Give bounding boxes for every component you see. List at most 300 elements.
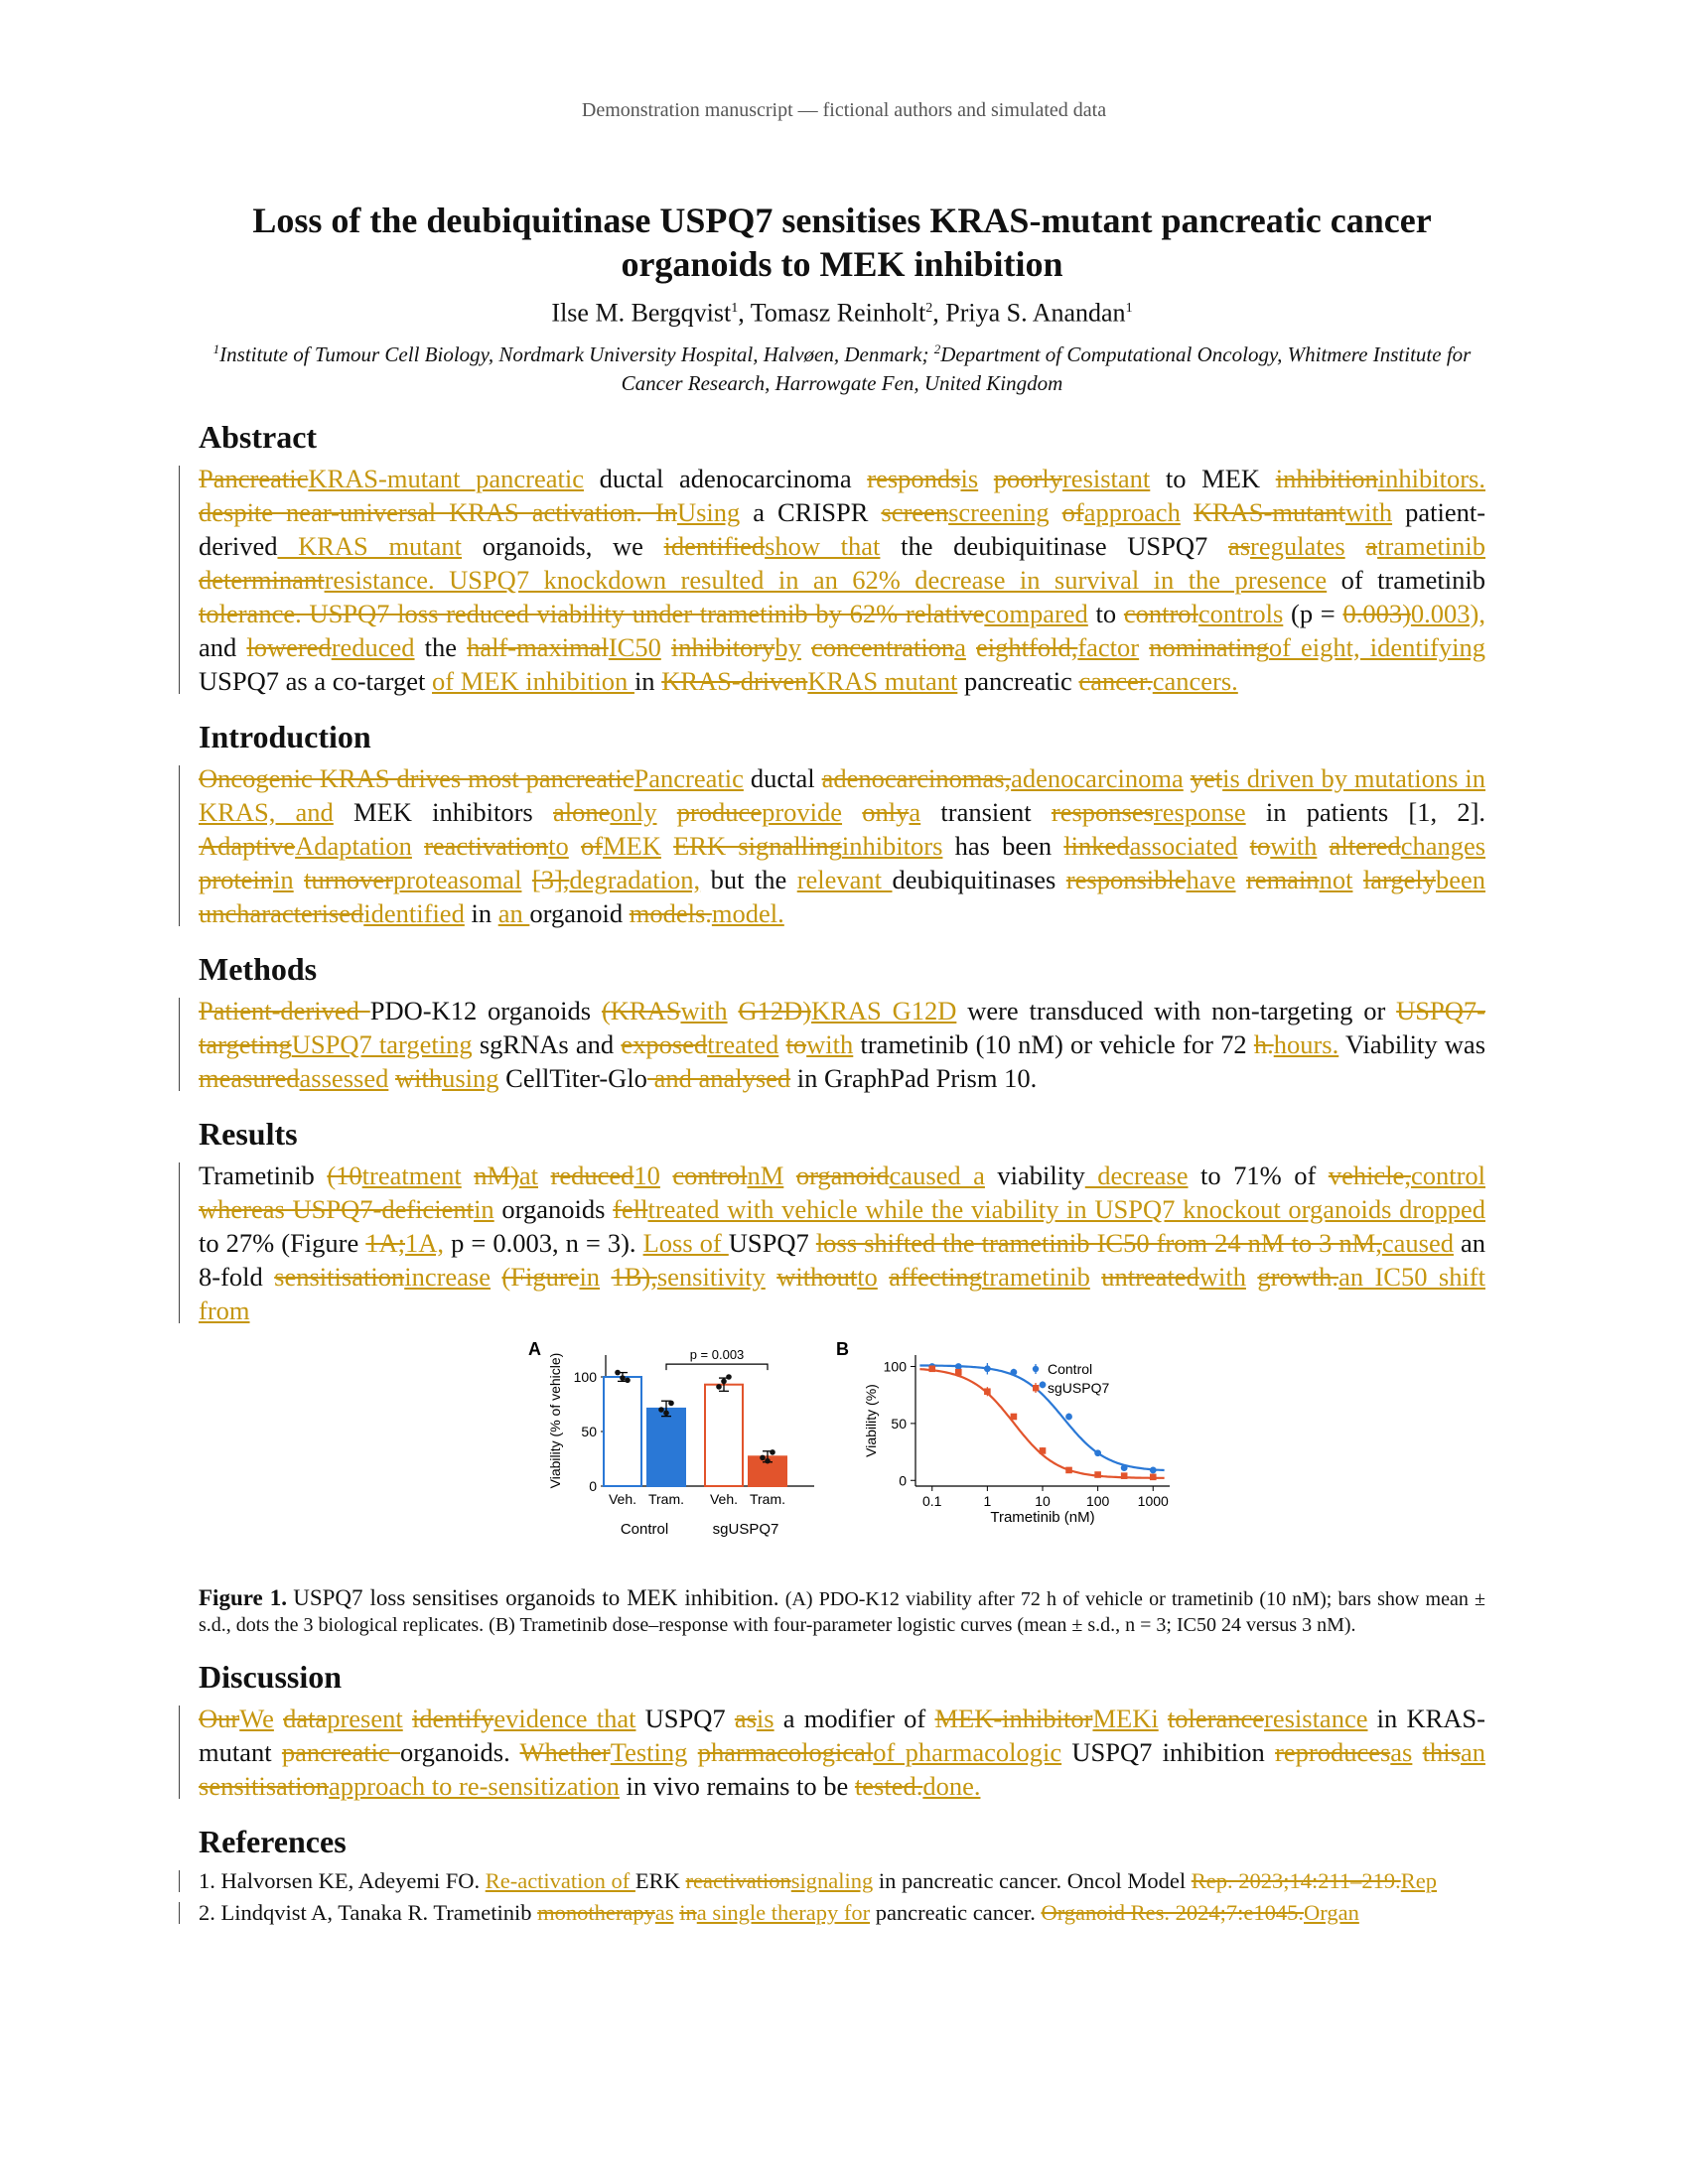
deleted-text: concentration: [810, 631, 955, 662]
figure-caption: [199, 1585, 1485, 1638]
deleted-text: exposed: [621, 1028, 708, 1059]
text-run: [1184, 763, 1191, 793]
text-run: pancreatic: [957, 665, 1079, 696]
inserted-text: Testing: [610, 1736, 688, 1767]
manuscript: [199, 199, 1485, 1930]
text-run: [778, 1029, 785, 1059]
inserted-text: as: [654, 1899, 674, 1925]
panel-b-data-point: [1121, 1472, 1128, 1479]
deleted-text: ERK signalling: [673, 830, 842, 861]
inserted-text: approach to re-sensitization: [329, 1770, 620, 1801]
panel-a-group-label: sgUSPQ7: [712, 1520, 779, 1538]
inserted-text: inhibitors: [841, 830, 943, 861]
inserted-text: 0.003),: [1410, 598, 1485, 628]
inserted-text: control: [1410, 1160, 1486, 1190]
inserted-text: Using: [676, 496, 741, 527]
inserted-text: resistant: [1061, 463, 1151, 493]
panel-b-data-point: [1094, 1449, 1101, 1456]
text-run: [462, 1160, 475, 1190]
panel-b-x-tick-label: 10: [1035, 1492, 1051, 1509]
page-title: Loss of the deubiquitinase USPQ7 sensitises KRAS-mutant pancreatic cancer organoids to MEK inhibition: [252, 201, 1432, 284]
panel-a-replicate-dot: [770, 1449, 775, 1455]
results-paragraph: [199, 1159, 1485, 1327]
deleted-text: Oncogenic KRAS drives most pancreatic: [199, 762, 634, 793]
deleted-text: uncharacterised: [199, 897, 364, 928]
inserted-text: proteasomal: [392, 864, 522, 894]
inserted-text: an IC50 shift from: [199, 1261, 1485, 1325]
inserted-text: by: [774, 631, 801, 662]
panel-b-y-tick-label: 0: [899, 1471, 907, 1488]
inserted-text: provide: [762, 796, 843, 827]
author-affiliation-mark: 2: [925, 301, 933, 316]
deleted-text: sensitisation: [199, 1770, 330, 1801]
inserted-text: Adaptation: [295, 830, 412, 861]
panel-b-data-point: [1094, 1471, 1101, 1478]
deleted-text: measured: [199, 1062, 300, 1093]
text-run: to: [1087, 598, 1124, 628]
panel-a-replicate-dot: [615, 1369, 621, 1375]
deleted-text: responsible: [1065, 864, 1187, 894]
text-run: in: [633, 665, 662, 696]
section-heading-references: References: [199, 1823, 347, 1859]
deleted-text: reduced: [550, 1160, 634, 1190]
panel-b-data-point: [928, 1365, 935, 1372]
text-run: [521, 865, 531, 894]
deleted-text: nominating: [1149, 631, 1269, 662]
panel-b-data-point: [1150, 1466, 1157, 1473]
deleted-text: (Figure: [501, 1261, 580, 1292]
inserted-text: trametinib: [1377, 530, 1486, 561]
text-run: an 8-fold: [199, 1227, 1486, 1292]
inserted-text: approach: [1083, 496, 1181, 527]
author-name: Tomasz Reinholt: [750, 298, 926, 328]
text-run: has been: [942, 830, 1064, 861]
introduction-paragraph: [199, 761, 1485, 930]
text-run: 2. Lindqvist A, Tanaka R. Trametinib: [199, 1899, 538, 1925]
deleted-text: linked: [1063, 830, 1130, 861]
inserted-text: treated with vehicle while the viability in USPQ7 knockout organoids dropped: [647, 1193, 1485, 1224]
inserted-text: an: [497, 897, 530, 928]
inserted-text: cancers.: [1152, 665, 1238, 696]
deleted-text: of: [1061, 496, 1084, 527]
inserted-text: 10: [633, 1160, 660, 1190]
text-run: but the: [700, 864, 797, 894]
deleted-text: control: [1123, 598, 1198, 628]
section-heading-introduction: Introduction: [199, 718, 371, 754]
panel-a-x-tick-label: Veh.: [709, 1490, 739, 1507]
deleted-text: protein: [199, 864, 274, 894]
inserted-text: MEKi: [1092, 1703, 1159, 1733]
deleted-text: a: [1365, 530, 1378, 561]
text-run: [966, 632, 976, 662]
deleted-text: (KRAS: [601, 995, 681, 1025]
inserted-text: have: [1186, 864, 1236, 894]
text-run: of trametinib: [1327, 564, 1485, 595]
deleted-text: without: [776, 1261, 858, 1292]
inserted-text: show that: [765, 530, 881, 561]
text-run: [600, 1262, 611, 1292]
text-run: [978, 464, 994, 493]
deleted-text: inhibitory: [670, 631, 775, 662]
inserted-text: in: [273, 864, 294, 894]
inserted-text: a single therapy for: [696, 1899, 871, 1925]
inserted-text: response: [1153, 796, 1246, 827]
inserted-text: Loss of: [642, 1227, 729, 1258]
deleted-text: responds: [867, 463, 961, 493]
inserted-text: resistance: [1264, 1703, 1368, 1733]
panel-a-bar: [647, 1409, 685, 1486]
panel-b-label: B: [836, 1338, 849, 1359]
text-run: CellTiter-Glo: [498, 1062, 647, 1093]
legend-label: sgUSPQ7: [1048, 1379, 1110, 1396]
deleted-text: as: [1227, 530, 1251, 561]
deleted-text: produce: [676, 796, 763, 827]
deleted-text: half-maximal: [467, 631, 609, 662]
inserted-text: Rep: [1400, 1867, 1438, 1893]
panel-b-data-point: [955, 1369, 962, 1376]
deleted-text: h.: [1253, 1028, 1274, 1059]
deleted-text: reactivation: [685, 1867, 791, 1893]
inserted-text: KRAS-mutant pancreatic: [308, 463, 584, 493]
deleted-text: this: [1422, 1736, 1461, 1767]
panel-b-data-point: [1121, 1464, 1128, 1471]
panel-b-data-point: [1150, 1473, 1157, 1480]
panel-a-x-tick-label: Tram.: [749, 1490, 786, 1507]
text-run: transient: [920, 796, 1052, 827]
deleted-text: only: [862, 796, 910, 827]
text-run: deubiquitinases: [892, 864, 1066, 894]
inserted-text: resistance. USPQ7 knockdown resulted in an 62% decrease in survival in the presence: [324, 564, 1328, 595]
deleted-text: Adaptive: [199, 830, 296, 861]
legend-marker: [1033, 1365, 1039, 1371]
caption-lead: USPQ7 loss sensitises organoids to MEK inhibition.: [293, 1584, 779, 1610]
inserted-text: a: [954, 631, 966, 662]
deleted-text: adenocarcinomas,: [821, 762, 1012, 793]
deleted-text: Organoid Res. 2024;7:e1045.: [1041, 1899, 1305, 1925]
deleted-text: untreated: [1101, 1261, 1199, 1292]
inserted-text: treated: [707, 1028, 779, 1059]
legend-label: Control: [1048, 1360, 1093, 1377]
panel-b-data-point: [1011, 1368, 1018, 1375]
author-list: Ilse M. Bergqvist$^1$, Tomasz Reinholt$^2$, Priya S. Anandan$^1$: [551, 298, 1133, 328]
inserted-text: Pancreatic: [633, 762, 744, 793]
inserted-text: as: [1390, 1736, 1413, 1767]
deleted-text: inhibition: [1275, 463, 1378, 493]
inserted-text: Re-activation of: [485, 1867, 635, 1893]
affiliation-number: 1: [212, 341, 220, 356]
text-run: trametinib (10 nM) or vehicle for 72: [853, 1028, 1254, 1059]
deleted-text: Patient-derived: [199, 995, 370, 1025]
panel-b-x-tick-label: 100: [1085, 1492, 1110, 1509]
deleted-text: reactivation: [424, 830, 549, 861]
text-run: 1. Halvorsen KE, Adeyemi FO.: [199, 1867, 486, 1893]
section-heading-methods: Methods: [199, 950, 318, 987]
panel-b-y-axis-label: Viability (%): [863, 1383, 879, 1457]
deleted-text: poorly: [993, 463, 1062, 493]
text-run: [1090, 1262, 1101, 1292]
caption-text: (A) PDO-K12 viability after 72 h of vehicle or trametinib (10 nM); bars show mean ± s.d., dots the 3 biological replicates. (B) Trametinib dose–response with four-parameter logistic curves (mean ± s.d., n = 3; IC50 24 versus 3 nM).: [199, 1587, 1486, 1636]
text-run: a modifier of: [774, 1703, 935, 1733]
inserted-text: IC50: [608, 631, 661, 662]
deleted-text: control: [672, 1160, 748, 1190]
text-run: [687, 1737, 697, 1767]
panel-b-data-point: [955, 1363, 962, 1370]
text-run: a CRISPR: [740, 496, 882, 527]
panel-b-data-point: [1065, 1466, 1072, 1473]
inserted-text: of eight, identifying: [1268, 631, 1486, 662]
deleted-text: [3],: [531, 864, 570, 894]
panel-a-replicate-dot: [663, 1410, 669, 1416]
deleted-text: organoid: [795, 1160, 890, 1190]
text-run: to MEK: [1150, 463, 1276, 493]
deleted-text: responses: [1051, 796, 1154, 827]
deleted-text: reproduces: [1275, 1736, 1391, 1767]
deleted-text: KRAS-driven: [661, 665, 808, 696]
text-run: organoid: [529, 897, 630, 928]
deleted-text: Whether: [519, 1736, 611, 1767]
deleted-text: MEK-inhibitor: [934, 1703, 1093, 1733]
inserted-text: with: [1198, 1261, 1246, 1292]
panel-a-replicate-dot: [765, 1458, 771, 1464]
text-run: USPQ7 inhibition: [1061, 1736, 1276, 1767]
inserted-text: Organ: [1304, 1899, 1359, 1925]
author-affiliation-mark: 1: [1125, 301, 1133, 316]
affiliation-text: Institute of Tumour Cell Biology, Nordmark University Hospital, Halvøen, Denmark;: [219, 341, 929, 366]
panel-b-data-point: [1011, 1413, 1018, 1420]
inserted-text: increase: [404, 1261, 492, 1292]
inserted-text: hours.: [1273, 1028, 1339, 1059]
inserted-text: is driven by mutations in KRAS, and: [199, 762, 1486, 827]
text-run: ductal adenocarcinoma: [583, 463, 868, 493]
text-run: in GraphPad Prism 10.: [790, 1062, 1038, 1093]
methods-paragraph: [199, 994, 1485, 1095]
section-heading-results: Results: [199, 1115, 298, 1152]
text-run: p = 0.003, n = 3).: [444, 1227, 643, 1258]
inserted-text: is: [960, 463, 979, 493]
text-run: in patients [1, 2].: [1245, 796, 1486, 827]
inserted-text: in: [474, 1193, 494, 1224]
caption-label: Figure 1.: [199, 1584, 287, 1610]
inserted-text: degradation,: [569, 864, 701, 894]
text-run: [1236, 865, 1246, 894]
deleted-text: models.: [629, 897, 712, 928]
deleted-text: pharmacological: [697, 1736, 874, 1767]
header-note: Demonstration manuscript — fictional authors and simulated data: [581, 99, 1107, 121]
text-run: [1139, 632, 1149, 662]
author-name: Ilse M. Bergqvist: [551, 298, 732, 328]
text-run: (p =: [1283, 598, 1343, 628]
inserted-text: an: [1460, 1736, 1485, 1767]
deleted-text: to: [1249, 830, 1271, 861]
panel-a-replicate-dot: [658, 1407, 664, 1413]
text-run: pancreatic cancer.: [870, 1899, 1042, 1925]
text-run: [538, 1160, 551, 1190]
section-heading-discussion: Discussion: [199, 1658, 343, 1695]
deleted-text: 0.003): [1342, 598, 1411, 628]
inserted-text: treatment: [361, 1160, 462, 1190]
panel-a-replicate-dot: [760, 1454, 766, 1460]
inserted-text: assessed: [299, 1062, 389, 1093]
panel-a-y-axis-label: Viability (% of vehicle): [547, 1352, 563, 1488]
discussion-paragraph: [199, 1702, 1485, 1803]
deleted-text: 1B),: [611, 1261, 657, 1292]
text-run: [657, 797, 677, 827]
inserted-text: of pharmacologic: [873, 1736, 1062, 1767]
inserted-text: USPQ7 targeting: [291, 1028, 473, 1059]
deleted-text: USPQ7-targeting: [199, 995, 1485, 1059]
inserted-text: screening: [948, 496, 1050, 527]
inserted-text: model.: [711, 897, 784, 928]
panel-a-replicate-dot: [726, 1374, 732, 1380]
text-run: organoids, we: [462, 530, 664, 561]
inserted-text: MEK: [603, 830, 661, 861]
inserted-text: compared: [984, 598, 1088, 628]
panel-b-y-tick-label: 50: [891, 1415, 907, 1432]
inserted-text: done.: [922, 1770, 981, 1801]
deleted-text: altered: [1329, 830, 1401, 861]
author-name: Priya S. Anandan: [945, 298, 1126, 328]
deleted-text: Rep. 2023;14:211–219.: [1191, 1867, 1401, 1893]
affiliation-number: 2: [933, 341, 941, 356]
inserted-text: with: [806, 1028, 854, 1059]
inserted-text: with: [1270, 830, 1318, 861]
inserted-text: of MEK inhibition: [432, 665, 634, 696]
text-run: in: [464, 897, 498, 928]
panel-a-replicate-dot: [721, 1378, 727, 1384]
inserted-text: KRAS mutant: [807, 665, 958, 696]
deleted-text: monotherapy: [537, 1899, 655, 1925]
abstract-paragraph: [199, 462, 1485, 698]
text-run: [274, 1704, 283, 1733]
text-run: [1317, 831, 1329, 861]
deleted-text: in: [679, 1899, 697, 1925]
panel-a-bar: [604, 1377, 641, 1486]
deleted-text: (10: [327, 1160, 362, 1190]
text-run: USPQ7: [635, 1703, 735, 1733]
panel-a-x-tick-label: Tram.: [647, 1490, 685, 1507]
panel-a-replicate-dot: [668, 1400, 674, 1406]
text-run: in pancreatic cancer. Oncol Model: [873, 1867, 1192, 1893]
text-run: viability: [984, 1160, 1085, 1190]
text-run: were transduced with non-targeting or: [956, 995, 1397, 1025]
panel-b-y-tick-label: 100: [883, 1358, 907, 1375]
text-run: in vivo remains to be: [619, 1770, 855, 1801]
text-run: [728, 996, 739, 1025]
text-run: to 71% of: [1188, 1160, 1329, 1190]
inserted-text: decrease: [1084, 1160, 1189, 1190]
deleted-text: nM): [474, 1160, 519, 1190]
inserted-text: using: [442, 1062, 499, 1093]
deleted-text: largely: [1362, 864, 1436, 894]
inserted-text: been: [1436, 864, 1486, 894]
text-run: Trametinib: [199, 1160, 328, 1190]
deleted-text: identified: [663, 530, 766, 561]
text-run: [294, 865, 304, 894]
text-run: [412, 831, 424, 861]
deleted-text: KRAS-mutant: [1193, 496, 1345, 527]
text-run: ductal: [743, 762, 822, 793]
deleted-text: tolerance: [1167, 1703, 1264, 1733]
deleted-text: G12D): [738, 995, 812, 1025]
inserted-text: KRAS G12D: [811, 995, 957, 1025]
panel-a-replicate-dot: [620, 1375, 626, 1381]
deleted-text: Pancreatic: [199, 463, 309, 493]
text-run: [491, 1262, 501, 1292]
affiliations: [199, 335, 1485, 398]
text-run: [1412, 1737, 1422, 1767]
author-affiliation-mark: 1: [731, 301, 739, 316]
inserted-text: trametinib: [981, 1261, 1090, 1292]
text-run: [569, 831, 581, 861]
panel-a-y-tick-label: 0: [589, 1477, 597, 1494]
inserted-text: 1A,: [405, 1227, 445, 1258]
inserted-text: changes: [1400, 830, 1486, 861]
panel-b-data-point: [984, 1365, 991, 1372]
inserted-text: KRAS mutant: [277, 530, 463, 561]
deleted-text: vehicle,: [1328, 1160, 1411, 1190]
text-run: [388, 1063, 395, 1093]
panel-b-x-tick-label: 1000: [1137, 1492, 1169, 1509]
deleted-text: tolerance. USPQ7 loss reduced viability under trametinib by 62% relative: [199, 598, 985, 628]
inserted-text: associated: [1129, 830, 1238, 861]
panel-b-data-point: [1040, 1447, 1047, 1454]
deleted-text: growth.: [1257, 1261, 1339, 1292]
deleted-text: determinant: [199, 564, 325, 595]
deleted-text: yet: [1190, 762, 1223, 793]
text-run: [766, 1262, 776, 1292]
figure-1-chart: [526, 1337, 1201, 1575]
inserted-text: inhibitors.: [1377, 463, 1485, 493]
panel-b-data-point: [1040, 1381, 1047, 1388]
panel-a-significance-bracket: [666, 1364, 768, 1370]
inserted-text: relevant: [796, 864, 893, 894]
panel-a-y-tick-label: 100: [573, 1368, 597, 1385]
inserted-text: with: [680, 995, 728, 1025]
text-run: [1345, 531, 1366, 561]
text-run: [660, 1160, 673, 1190]
deleted-text: affecting: [889, 1261, 982, 1292]
panel-b-x-tick-label: 1: [983, 1492, 992, 1509]
inserted-text: in: [579, 1261, 601, 1292]
inserted-text: a: [909, 796, 921, 827]
text-run: to 27% (Figure: [199, 1227, 366, 1258]
deleted-text: Our: [199, 1703, 240, 1733]
reference-item: [199, 1866, 1485, 1896]
inserted-text: only: [610, 796, 657, 827]
deleted-text: fell: [613, 1193, 648, 1224]
panel-a-x-tick-label: Veh.: [608, 1490, 637, 1507]
text-run: [1181, 497, 1194, 527]
text-run: USPQ7 as a co-target: [199, 665, 433, 696]
figure-1: [199, 1337, 1485, 1575]
deleted-text: lowered: [246, 631, 332, 662]
deleted-text: 1A;: [365, 1227, 406, 1258]
text-run: PDO-K12 organoids: [369, 995, 602, 1025]
deleted-text: to: [785, 1028, 807, 1059]
panel-b-x-tick-label: 0.1: [922, 1492, 942, 1509]
inserted-text: adenocarcinoma: [1011, 762, 1184, 793]
deleted-text: of: [580, 830, 604, 861]
text-run: [1159, 1704, 1168, 1733]
inserted-text: factor: [1077, 631, 1140, 662]
panel-a-y-tick-label: 50: [581, 1423, 597, 1439]
text-run: [661, 632, 671, 662]
inserted-text: regulates: [1250, 530, 1345, 561]
panel-a-label: A: [528, 1338, 541, 1359]
text-run: sgRNAs and: [472, 1028, 622, 1059]
text-run: [878, 1262, 889, 1292]
text-run: the: [414, 631, 468, 662]
